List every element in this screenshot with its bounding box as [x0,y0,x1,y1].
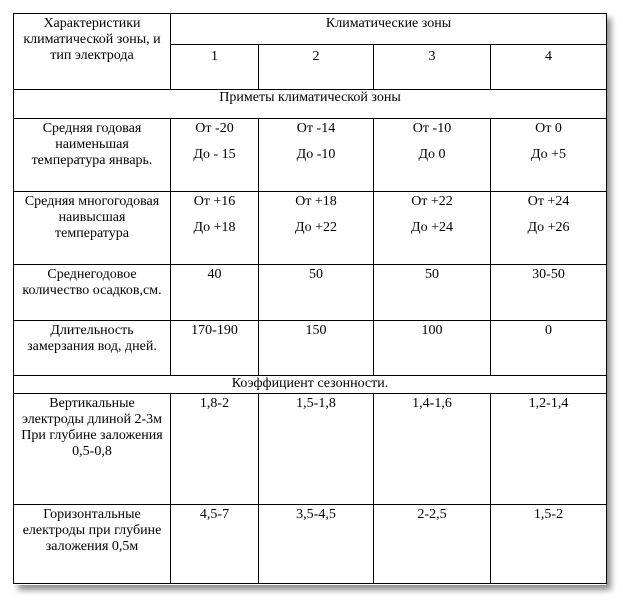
row-label-min-temperature: Средняя годовая наименьшая температура январь. [14,119,171,192]
zone-number-1: 1 [171,45,259,90]
table-cell: 1,5-2 [491,505,607,584]
table-cell: 30-50 [491,265,607,321]
climate-zones-table [13,13,607,584]
section-title-signs: Приметы климатической зоны [14,90,607,119]
table-cell: От -14 До -10 [259,119,374,192]
zones-header: Климатические зоны [171,14,607,45]
section-title-seasonality: Коэффициент сезонности. [14,376,607,394]
table-row [14,321,607,376]
table-cell: От -10 До 0 [374,119,491,192]
table-row [14,505,607,584]
zone-number-2: 2 [259,45,374,90]
table-cell: 100 [374,321,491,376]
zone-number-3: 3 [374,45,491,90]
table-cell: От -20 До - 15 [171,119,259,192]
table-row [14,119,607,192]
table-cell: 0 [491,321,607,376]
table-cell: 150 [259,321,374,376]
row-label-precipitation: Среднегодовое количество осадков,см. [14,265,171,321]
zone-number-4: 4 [491,45,607,90]
table-cell: 170-190 [171,321,259,376]
table-cell: 50 [374,265,491,321]
characteristics-header: Характеристики климатической зоны, и тип электрода [14,14,171,90]
row-label-max-temperature: Средняя многогодовая наивысшая температура [14,192,171,265]
table-cell: От +18 До +22 [259,192,374,265]
table-frame [13,13,606,585]
table-cell: 2-2,5 [374,505,491,584]
table-row [14,265,607,321]
table-cell: 1,8-2 [171,394,259,505]
row-label-horizontal-electrodes: Горизонтальные електроды при глубине заложения 0,5м [14,505,171,584]
table-cell: 1,2-1,4 [491,394,607,505]
row-label-vertical-electrodes: Вертикальные электроды длиной 2-3м При глубине заложения 0,5-0,8 [14,394,171,505]
table-cell: 1,5-1,8 [259,394,374,505]
table-cell: От +16 До +18 [171,192,259,265]
table-row [14,394,607,505]
row-label-freeze-duration: Длительность замерзания вод, дней. [14,321,171,376]
table-cell: 3,5-4,5 [259,505,374,584]
table-cell: От 0 До +5 [491,119,607,192]
table-cell: 40 [171,265,259,321]
table-cell: 50 [259,265,374,321]
table-row [14,192,607,265]
table-cell: От +24 До +26 [491,192,607,265]
table-cell: От +22 До +24 [374,192,491,265]
table-cell: 4,5-7 [171,505,259,584]
table-cell: 1,4-1,6 [374,394,491,505]
